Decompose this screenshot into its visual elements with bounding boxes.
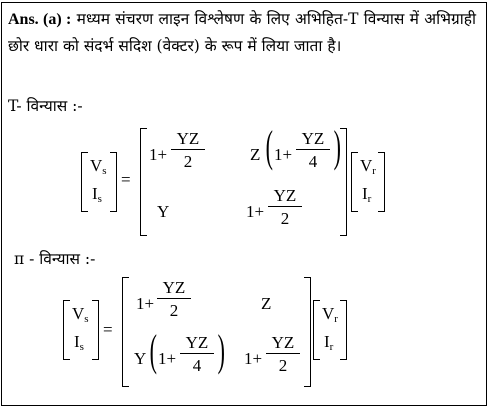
t-rhs-vr: $V_r$: [360, 156, 376, 177]
pi-a11-one: 1+: [136, 294, 155, 313]
pi-lhs-right-bracket: [92, 300, 99, 360]
t-matrix-right-bracket: [340, 128, 347, 236]
pi-rhs-ir: $I_r$: [324, 332, 334, 353]
t-rhs-right-bracket: [378, 152, 385, 212]
pi-a21-right-paren: ): [217, 326, 225, 375]
t-rhs-left-bracket: [351, 152, 358, 212]
pi-rhs-vr: $V_r$: [322, 304, 338, 325]
t-a12-one: 1+: [274, 145, 293, 164]
t-a22-frac: $\frac{YZ}{2}$: [268, 187, 302, 227]
pi-matrix-right-bracket: [304, 277, 311, 387]
t-a21-y: Y: [157, 202, 170, 221]
t-a12-right-paren: ): [333, 122, 341, 171]
pi-a21-frac: $\frac{YZ}{4}$: [180, 334, 214, 374]
pi-a12-z: Z: [261, 294, 272, 313]
t-a12-left-paren: (: [265, 122, 273, 171]
cropped-text-fragment: [40, 406, 410, 415]
pi-equals: =: [103, 320, 113, 339]
t-a22-one: 1+: [246, 202, 265, 221]
pi-a22-frac: $\frac{YZ}{2}$: [266, 334, 300, 374]
answer-paragraph: [8, 6, 476, 59]
t-lhs-left-bracket: [81, 152, 88, 212]
t-a12-frac: $\frac{YZ}{4}$: [296, 130, 330, 170]
pi-lhs-is: $I_s$: [74, 332, 84, 353]
t-a11-frac: $\frac{YZ}{2}$: [171, 130, 205, 170]
t-rhs-ir: $I_r$: [362, 184, 372, 205]
pi-heading: π - विन्यास :-: [14, 250, 96, 268]
pi-a21-one: 1+: [158, 349, 177, 368]
pi-a11-frac: $\frac{YZ}{2}$: [157, 279, 191, 319]
pi-lhs-vs: $V_s$: [72, 304, 89, 325]
t-matrix-left-bracket: [140, 128, 147, 236]
pi-rhs-right-bracket: [340, 300, 347, 360]
t-a12-z: Z: [250, 145, 261, 164]
t-a11-one: 1+: [149, 145, 168, 164]
pi-a22-one: 1+: [244, 349, 263, 368]
pi-matrix-left-bracket: [122, 277, 129, 387]
t-lhs-vs: $V_s$: [90, 156, 107, 177]
t-heading: T- विन्यास :-: [8, 97, 83, 115]
pi-rhs-left-bracket: [313, 300, 320, 360]
t-equals: =: [121, 170, 131, 189]
t-lhs-right-bracket: [110, 152, 117, 212]
pi-a21-y: Y: [134, 349, 147, 368]
answer-text: मध्यम संचरण लाइन विश्लेषण के लिए अभिहित-T विन्यास में अभिग्राही छोर धारा को संदर्भ सदिश (वेक्टर) के रूप में लिया जाता है।: [8, 10, 476, 55]
pi-a21-left-paren: (: [149, 326, 157, 375]
t-lhs-is: $I_s$: [92, 184, 102, 205]
answer-label: Ans. (a) :: [8, 11, 72, 28]
pi-lhs-left-bracket: [63, 300, 70, 360]
